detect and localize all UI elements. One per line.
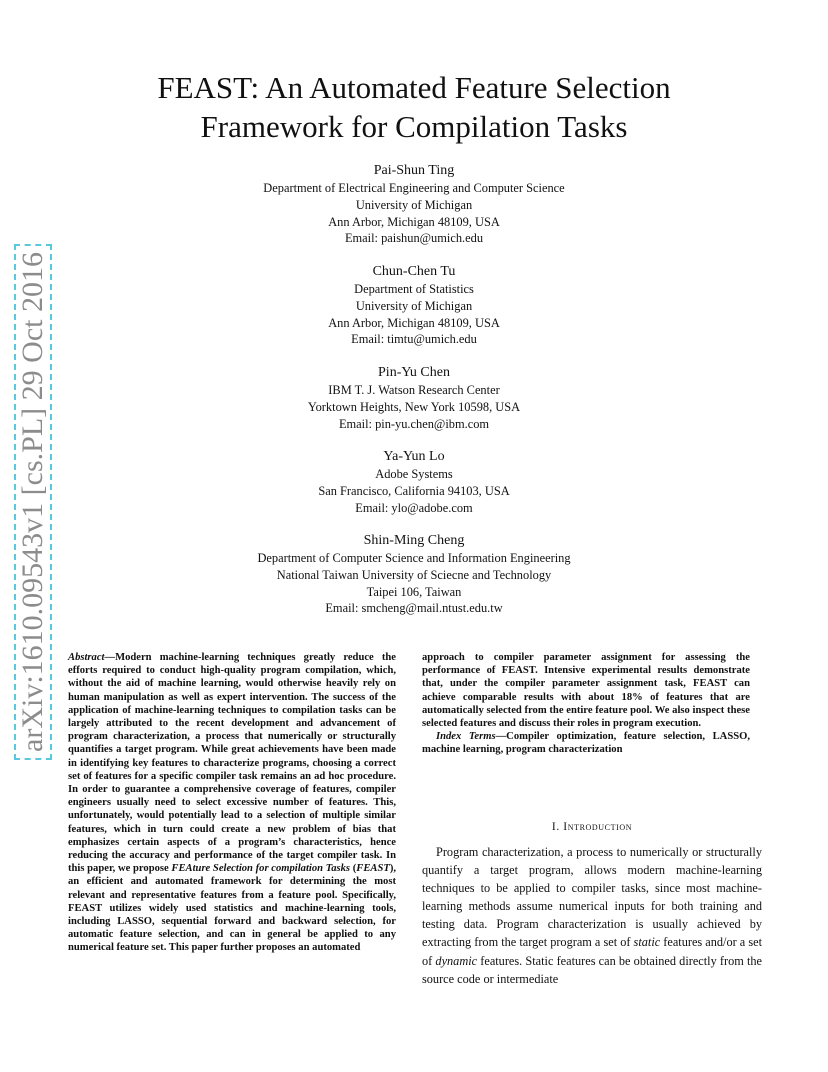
author-email: Email: timtu@umich.edu [351, 332, 477, 347]
index-terms [422, 730, 750, 756]
author-email: Email: smcheng@mail.ntust.edu.tw [325, 601, 503, 616]
section-heading [422, 821, 762, 833]
author-name: Shin-Ming Cheng [363, 533, 465, 548]
author-address: Yorktown Heights, New York 10598, USA [307, 399, 521, 414]
abstract-column-right [422, 651, 750, 757]
section-title: Introduction [563, 821, 633, 833]
intro-text-1: Program characterization, a process to numerically or structurally quantify a target program, allows modern machine-learning techniques to be applied to compiler tasks, since most machine-learning methods assume numerical inputs for both training and testing data. Program characterization is usually achieved by extracting from the target program a set of [422, 845, 762, 950]
author-address: Taipei 106, Taiwan [366, 584, 462, 599]
abstract-open-paren: ( [350, 863, 357, 875]
author-email: Email: ylo@adobe.com [355, 500, 473, 515]
section-number: I. [551, 821, 560, 833]
abstract-paragraph [68, 651, 396, 955]
author-institution: University of Michigan [355, 298, 473, 313]
author-address: San Francisco, California 94103, USA [318, 483, 510, 498]
author-name: Pai-Shun Ting [373, 163, 455, 178]
intro-text-3: features. Static features can be obtained directly from the source code or intermediate [422, 953, 762, 986]
index-terms-label: Index Terms [436, 731, 496, 743]
intro-text-2: features and/or a set of [422, 935, 762, 968]
author-institution: Adobe Systems [375, 467, 453, 481]
author-department: Department of Electrical Engineering and Computer Science [263, 181, 565, 195]
author-5 [160, 532, 668, 617]
index-terms-text: —Compiler optimization, feature selection, LASSO, machine learning, program characterization [422, 731, 750, 756]
framework-name: FEAture Selection for compilation Tasks [171, 863, 351, 875]
author-institution: IBM T. J. Watson Research Center [328, 383, 500, 397]
title-line-2: Framework for Compilation Tasks [200, 109, 628, 144]
author-institution: National Taiwan University of Sciecne and Technology [276, 567, 552, 582]
arxiv-identifier: arXiv:1610.09543v1 [cs.PL] 29 Oct 2016 [14, 244, 52, 760]
author-department: Department of Computer Science and Information Engineering [257, 551, 571, 565]
author-name: Pin-Yu Chen [378, 365, 450, 380]
intro-em-static: static [633, 935, 661, 950]
framework-abbreviation: FEAST [356, 863, 390, 875]
author-address: Ann Arbor, Michigan 48109, USA [328, 315, 500, 330]
title-line-1: FEAST: An Automated Feature Selection [157, 70, 671, 105]
intro-em-dynamic: dynamic [435, 953, 478, 968]
author-2 [160, 263, 668, 348]
abstract-continuation: approach to compiler parameter assignment for assessing the performance of FEAST. Intensive experimental results demonstrate that, under the compiler parameter assignment task, FEAST can achieve comparable results with about 18% of features that are automatically selected from the entire feature pool. We also inspect these selected features and discuss their roles in program execution. [422, 652, 750, 730]
author-name: Ya-Yun Lo [383, 449, 445, 464]
abstract-column-left [68, 651, 396, 955]
arxiv-stamp [8, 252, 58, 752]
paper-title [100, 68, 728, 146]
author-3 [160, 364, 668, 432]
intro-paragraph [422, 843, 762, 988]
abstract-text-part1: —Modern machine-learning techniques greatly reduce the efforts required to conduct high-quality program compilation, which, without the aid of machine learning, would otherwise heavily rely on human manipulation as well as expert intervention. The success of the application of machine-learning techniques to compilation tasks can be largely attributed to the recent development and advancement of program characterization, a process that numerically or structurally quantifies a target program. While great achievements have been made in identifying key features to characterize programs, choosing a correct set of features for a specific compiler task remains an ad hoc procedure. In order to guarantee a comprehensive coverage of features, compiler engineers usually need to select excessive number of features. This, unfortunately, would potentially lead to a selection of multiple similar features, which in turn could create a new problem of bias that emphasizes certain aspects of a program’s characteristics, hence reducing the accuracy and performance of the target compiler task. In this paper, we propose [68, 652, 396, 875]
author-email: Email: paishun@umich.edu [344, 231, 484, 246]
abstract-label: Abstract [68, 652, 105, 663]
author-name: Chun-Chen Tu [372, 264, 456, 279]
author-email: Email: pin-yu.chen@ibm.com [338, 416, 490, 431]
author-4 [160, 448, 668, 516]
author-institution: University of Michigan [355, 197, 473, 212]
author-1 [160, 162, 668, 247]
author-department: Department of Statistics [354, 282, 474, 296]
author-address: Ann Arbor, Michigan 48109, USA [328, 214, 500, 229]
abstract-text-part2: ), an efficient and automated framework for determining the most relevant and representative features from a feature pool. Specifically, FEAST utilizes widely used statistics and machine-learning tools, including LASSO, sequential forward and backward selection, for automatic feature selection, and can in general be applied to any numerical feature set. This paper further proposes an automated [68, 863, 396, 954]
introduction-text [422, 843, 762, 988]
